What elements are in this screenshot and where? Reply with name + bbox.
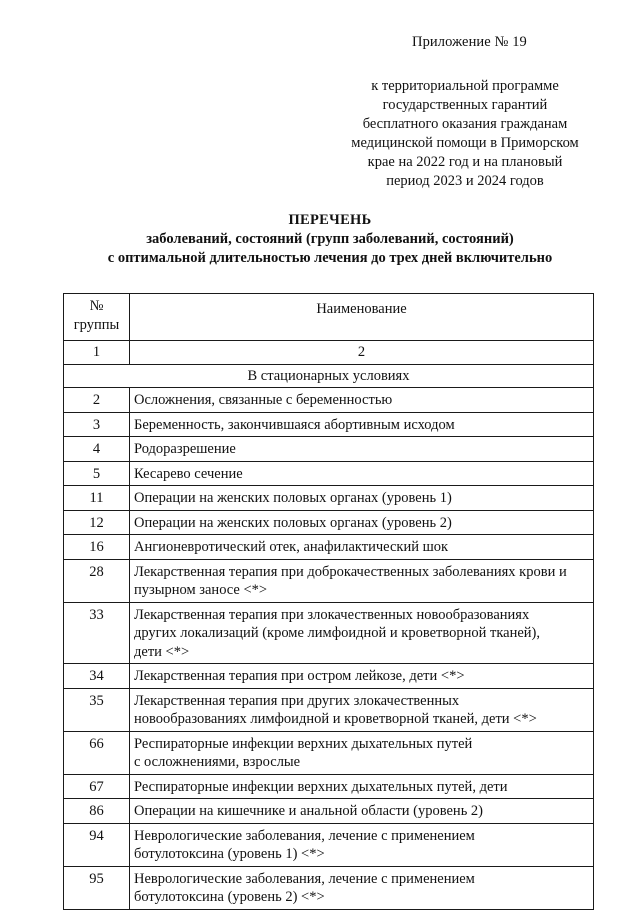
appendix-note xyxy=(330,77,600,191)
group-name-cell xyxy=(130,664,594,689)
group-name-line: Неврологические заболевания, лечение с применением xyxy=(134,827,475,844)
appendix-note-line: период 2023 и 2024 годов xyxy=(386,173,544,189)
header-group-number-line2: группы xyxy=(73,316,120,333)
appendix-note-line: медицинской помощи в Приморском xyxy=(351,135,579,151)
group-name-line: ботулотоксина (уровень 1) <*> xyxy=(134,846,325,862)
group-name-cell xyxy=(130,486,594,511)
group-name-cell xyxy=(130,602,594,664)
table-row xyxy=(64,535,594,560)
group-name-line: Лекарственная терапия при доброкачественных заболеваниях крови и xyxy=(134,563,567,580)
group-number-cell: 67 xyxy=(64,774,130,799)
group-number-cell: 28 xyxy=(64,559,130,602)
group-name-line: Лекарственная терапия при злокачественных новообразованиях xyxy=(134,606,530,623)
table-header-row xyxy=(64,294,594,341)
group-number-cell: 11 xyxy=(64,486,130,511)
column-number-2: 2 xyxy=(130,341,594,365)
group-name-line: Операции на кишечнике и анальной области (уровень 2) xyxy=(134,803,484,819)
appendix-note-line: бесплатного оказания гражданам xyxy=(362,116,568,132)
table-row xyxy=(64,602,594,664)
appendix-note-line: крае на 2022 год и на плановый xyxy=(367,154,563,170)
group-name-line: Беременность, закончившаяся абортивным исходом xyxy=(134,416,455,433)
appendix-note-line: к территориальной программе xyxy=(371,78,559,94)
document-title: ПЕРЕЧЕНЬ xyxy=(288,212,372,228)
group-number-cell: 4 xyxy=(64,437,130,462)
group-name-line: дети <*> xyxy=(134,643,190,660)
document-subtitle-line1: заболеваний, состояний (групп заболеваний, состояний) xyxy=(146,231,514,247)
group-number-cell: 34 xyxy=(64,664,130,689)
section-row xyxy=(64,364,594,388)
group-name-line: новообразованиях лимфоидной и кроветворной тканей, дети <*> xyxy=(134,711,537,727)
table-row xyxy=(64,799,594,824)
table-row xyxy=(64,510,594,535)
header-group-number-line1: № xyxy=(89,298,104,314)
group-name-cell xyxy=(130,866,594,909)
group-number-cell: 95 xyxy=(64,866,130,909)
group-name-line: Осложнения, связанные с беременностью xyxy=(134,392,393,408)
table-row xyxy=(64,559,594,602)
column-numbers-row xyxy=(64,341,594,365)
table-row xyxy=(64,774,594,799)
group-name-cell xyxy=(130,688,594,731)
group-name-cell xyxy=(130,731,594,774)
document-subtitle-line2: с оптимальной длительностью лечения до трех дней включительно xyxy=(107,250,553,266)
diseases-table xyxy=(63,293,594,910)
header-name: Наименование xyxy=(130,294,594,341)
group-number-cell: 3 xyxy=(64,412,130,437)
table-row xyxy=(64,823,594,866)
group-name-line: Операции на женских половых органах (уровень 2) xyxy=(134,514,452,531)
group-name-line: пузырном заносе <*> xyxy=(134,582,268,598)
document-heading xyxy=(40,211,620,268)
header-group-number xyxy=(64,294,130,341)
group-name-cell xyxy=(130,799,594,824)
group-name-line: ботулотоксина (уровень 2) <*> xyxy=(134,889,325,905)
group-name-cell xyxy=(130,823,594,866)
table-body xyxy=(64,294,594,910)
group-name-cell xyxy=(130,437,594,462)
group-name-cell xyxy=(130,510,594,535)
column-number-1: 1 xyxy=(64,341,130,365)
table-row xyxy=(64,388,594,413)
group-name-line: Родоразрешение xyxy=(134,441,236,457)
appendix-number: Приложение № 19 xyxy=(412,34,527,50)
group-name-cell xyxy=(130,774,594,799)
group-number-cell: 2 xyxy=(64,388,130,413)
group-name-line: с осложнениями, взрослые xyxy=(134,754,301,770)
group-number-cell: 66 xyxy=(64,731,130,774)
group-name-line: Операции на женских половых органах (уровень 1) xyxy=(134,490,452,506)
group-name-line: Ангионевротический отек, анафилактический шок xyxy=(134,539,449,555)
table-row xyxy=(64,437,594,462)
group-number-cell: 94 xyxy=(64,823,130,866)
group-name-line: других локализаций (кроме лимфоидной и кроветворной тканей), xyxy=(134,625,540,641)
group-name-line: Лекарственная терапия при остром лейкозе, дети <*> xyxy=(134,668,465,684)
group-name-cell xyxy=(130,535,594,560)
group-number-cell: 12 xyxy=(64,510,130,535)
group-name-line: Респираторные инфекции верхних дыхательных путей, дети xyxy=(134,778,508,795)
table-row xyxy=(64,486,594,511)
section-title: В стационарных условиях xyxy=(64,364,594,388)
table-row xyxy=(64,688,594,731)
group-name-cell xyxy=(130,388,594,413)
group-name-cell xyxy=(130,412,594,437)
group-number-cell: 33 xyxy=(64,602,130,664)
group-number-cell: 86 xyxy=(64,799,130,824)
table-row xyxy=(64,461,594,486)
appendix-note-line: государственных гарантий xyxy=(382,97,548,113)
group-number-cell: 35 xyxy=(64,688,130,731)
group-name-line: Неврологические заболевания, лечение с применением xyxy=(134,870,475,887)
group-number-cell: 16 xyxy=(64,535,130,560)
group-name-line: Кесарево сечение xyxy=(134,465,243,482)
table-row xyxy=(64,731,594,774)
table-row xyxy=(64,866,594,909)
group-name-line: Респираторные инфекции верхних дыхательных путей xyxy=(134,735,473,752)
group-name-line: Лекарственная терапия при других злокачественных xyxy=(134,692,460,709)
table-row xyxy=(64,664,594,689)
group-name-cell xyxy=(130,559,594,602)
table-row xyxy=(64,412,594,437)
group-number-cell: 5 xyxy=(64,461,130,486)
group-name-cell xyxy=(130,461,594,486)
